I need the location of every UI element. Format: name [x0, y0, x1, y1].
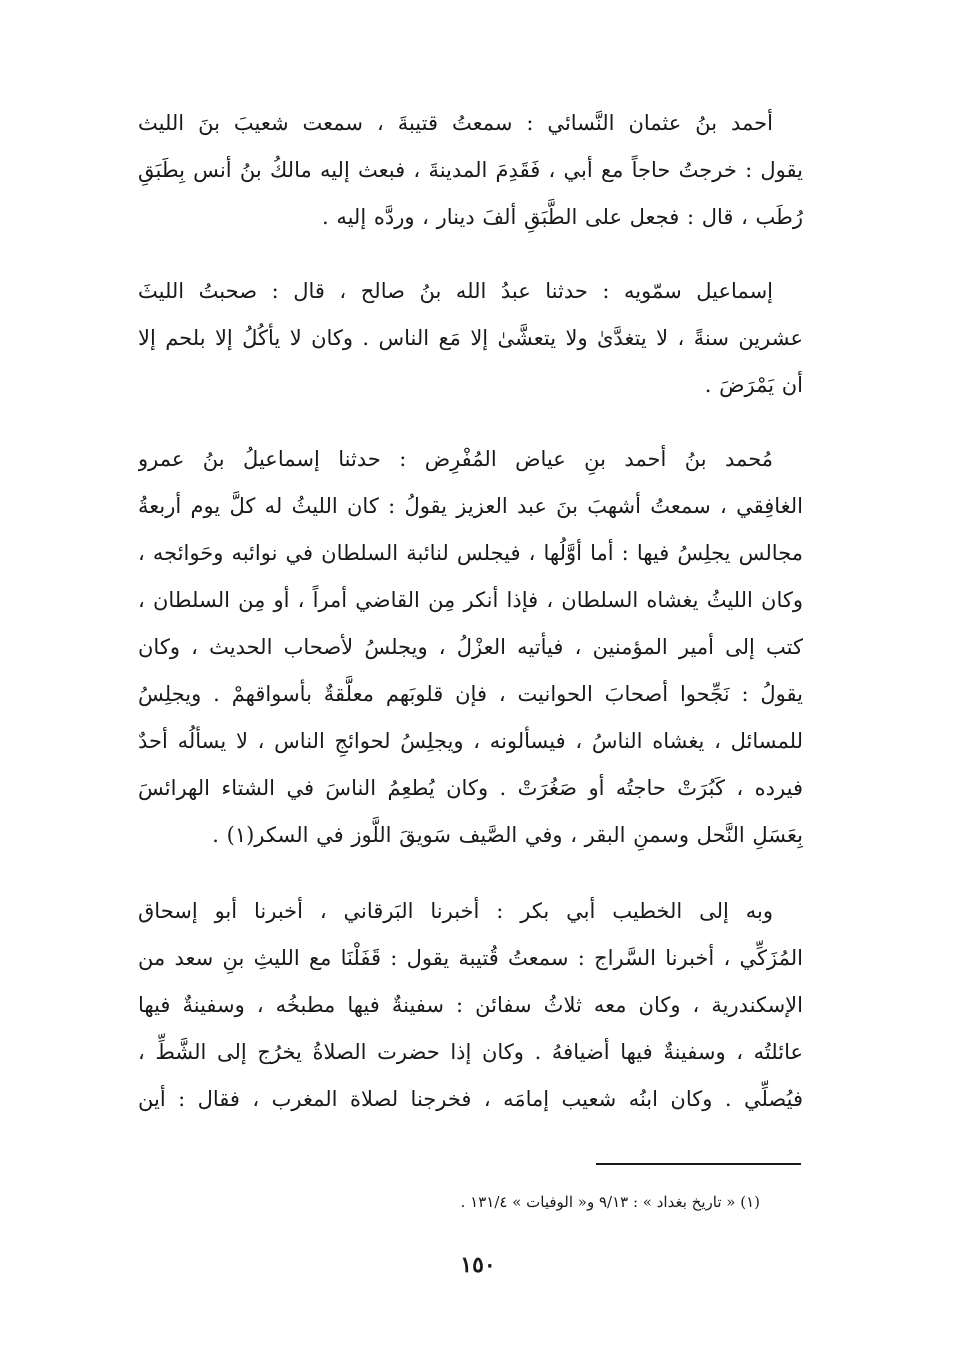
paragraph-line: أن يَمْرَضَ . [704, 373, 803, 397]
paragraph-line: بِعَسَلِ النَّحل وسمنِ البقر ، وفي الصَّيف سَويقَ اللَّوز في السكر(١) . [212, 823, 803, 847]
paragraph-1 [138, 100, 803, 241]
paragraph-line: مُحمد بنُ أحمد بنِ عياض المُفْرِض : حدثنا إسماعيلُ بنُ عمرو [138, 447, 773, 471]
paragraph-line: رُطَب ، قال : فجعل على الطَّبَقِ ألفَ دينار ، وردَّه إليه . [321, 205, 803, 229]
paragraph-line: كتب إلى أمير المؤمنين ، فيأتيه العزْلُ ، ويجلسُ لأصحاب الحديث ، وكان [138, 635, 803, 659]
paragraph-line: يقول : خرجتُ حاجاً مع أبي ، فَقَدِمَ المدينةَ ، فبعث إليه مالكُ بنُ أنس بِطَبَقِ [138, 158, 803, 182]
paragraph-line: للمسائل ، يغشاه الناسُ ، فيسألونه ، ويجلِسُ لحوائجِ الناس ، لا يسألُه أحدٌ [138, 729, 803, 753]
paragraph-line: وبه إلى الخطيب أبي بكر : أخبرنا البَرقاني ، أخبرنا أبو إسحاق [138, 899, 773, 923]
paragraph-4 [138, 888, 803, 1123]
footnote-divider [596, 1163, 801, 1165]
paragraph-line: إسماعيل سمّويه : حدثنا عبدُ الله بنُ صالح ، قال : صحبتُ الليثَ [138, 279, 773, 303]
paragraph-line: أحمد بنُ عثمان النَّسائي : سمعتُ قتيبةَ ، سمعت شعيبَ بنَ الليث [138, 111, 773, 135]
paragraph-3 [138, 436, 803, 859]
paragraph-2 [138, 268, 803, 409]
paragraph-line: الغافِقي ، سمعتُ أشهبَ بنَ عبد العزيز يقولُ : كان الليثُ له كلَّ يوم أربعةُ [138, 494, 803, 518]
paragraph-line: الإسكندرية ، وكان معه ثلاثُ سفائن : سفينةٌ فيها مطبخُه ، وسفينةٌ فيها [138, 993, 803, 1017]
paragraph-line: مجالس يجلِسُ فيها : أما أوَّلُها ، فيجلس لنائبة السلطان في نوائبه وحَوائجه ، [138, 541, 803, 565]
paragraph-line: وكان الليثُ يغشاه السلطان ، فإذا أنكر مِن القاضي أمراً ، أو مِن السلطان ، [138, 588, 803, 612]
paragraph-line: المُزَكِّي ، أخبرنا السَّراج : سمعتُ قُتيبة يقول : قَفَلْنَا مع الليثِ بنِ سعد من [138, 946, 803, 970]
paragraph-line: عائلتُه ، وسفينةٌ فيها أضيافهُ . وكان إذا حضرت الصلاةُ يخرُج إلى الشَّطِّ ، [138, 1040, 803, 1064]
paragraph-line: عشرين سنةً ، لا يتغدَّىٰ ولا يتعشَّىٰ إلا مَع الناس . وكان لا يأكُلُ إلا بلحم إلا [138, 326, 803, 350]
page-number: ١٥٠ [460, 1252, 496, 1278]
paragraph-line: يقولُ : نَجِّحوا أصحابَ الحوانيت ، فإن قلوبَهم معلَّقةٌ بأسواقهمْ . ويجلِسُ [138, 682, 803, 706]
paragraph-line: فيُصلِّي . وكان ابنُه شعيب إمامَه ، فخرجنا لصلاة المغرب ، فقال : أين [138, 1087, 803, 1111]
footnote: (١) « تاريخ بغداد » : ٩/١٣ و« الوفيات » ١٣١/٤ . [460, 1193, 760, 1211]
paragraph-line: فيرده ، كَبُرَتْ حاجتُه أو صَغُرَتْ . وكان يُطعِمُ الناسَ في الشتاء الهرائسَ [138, 776, 803, 800]
